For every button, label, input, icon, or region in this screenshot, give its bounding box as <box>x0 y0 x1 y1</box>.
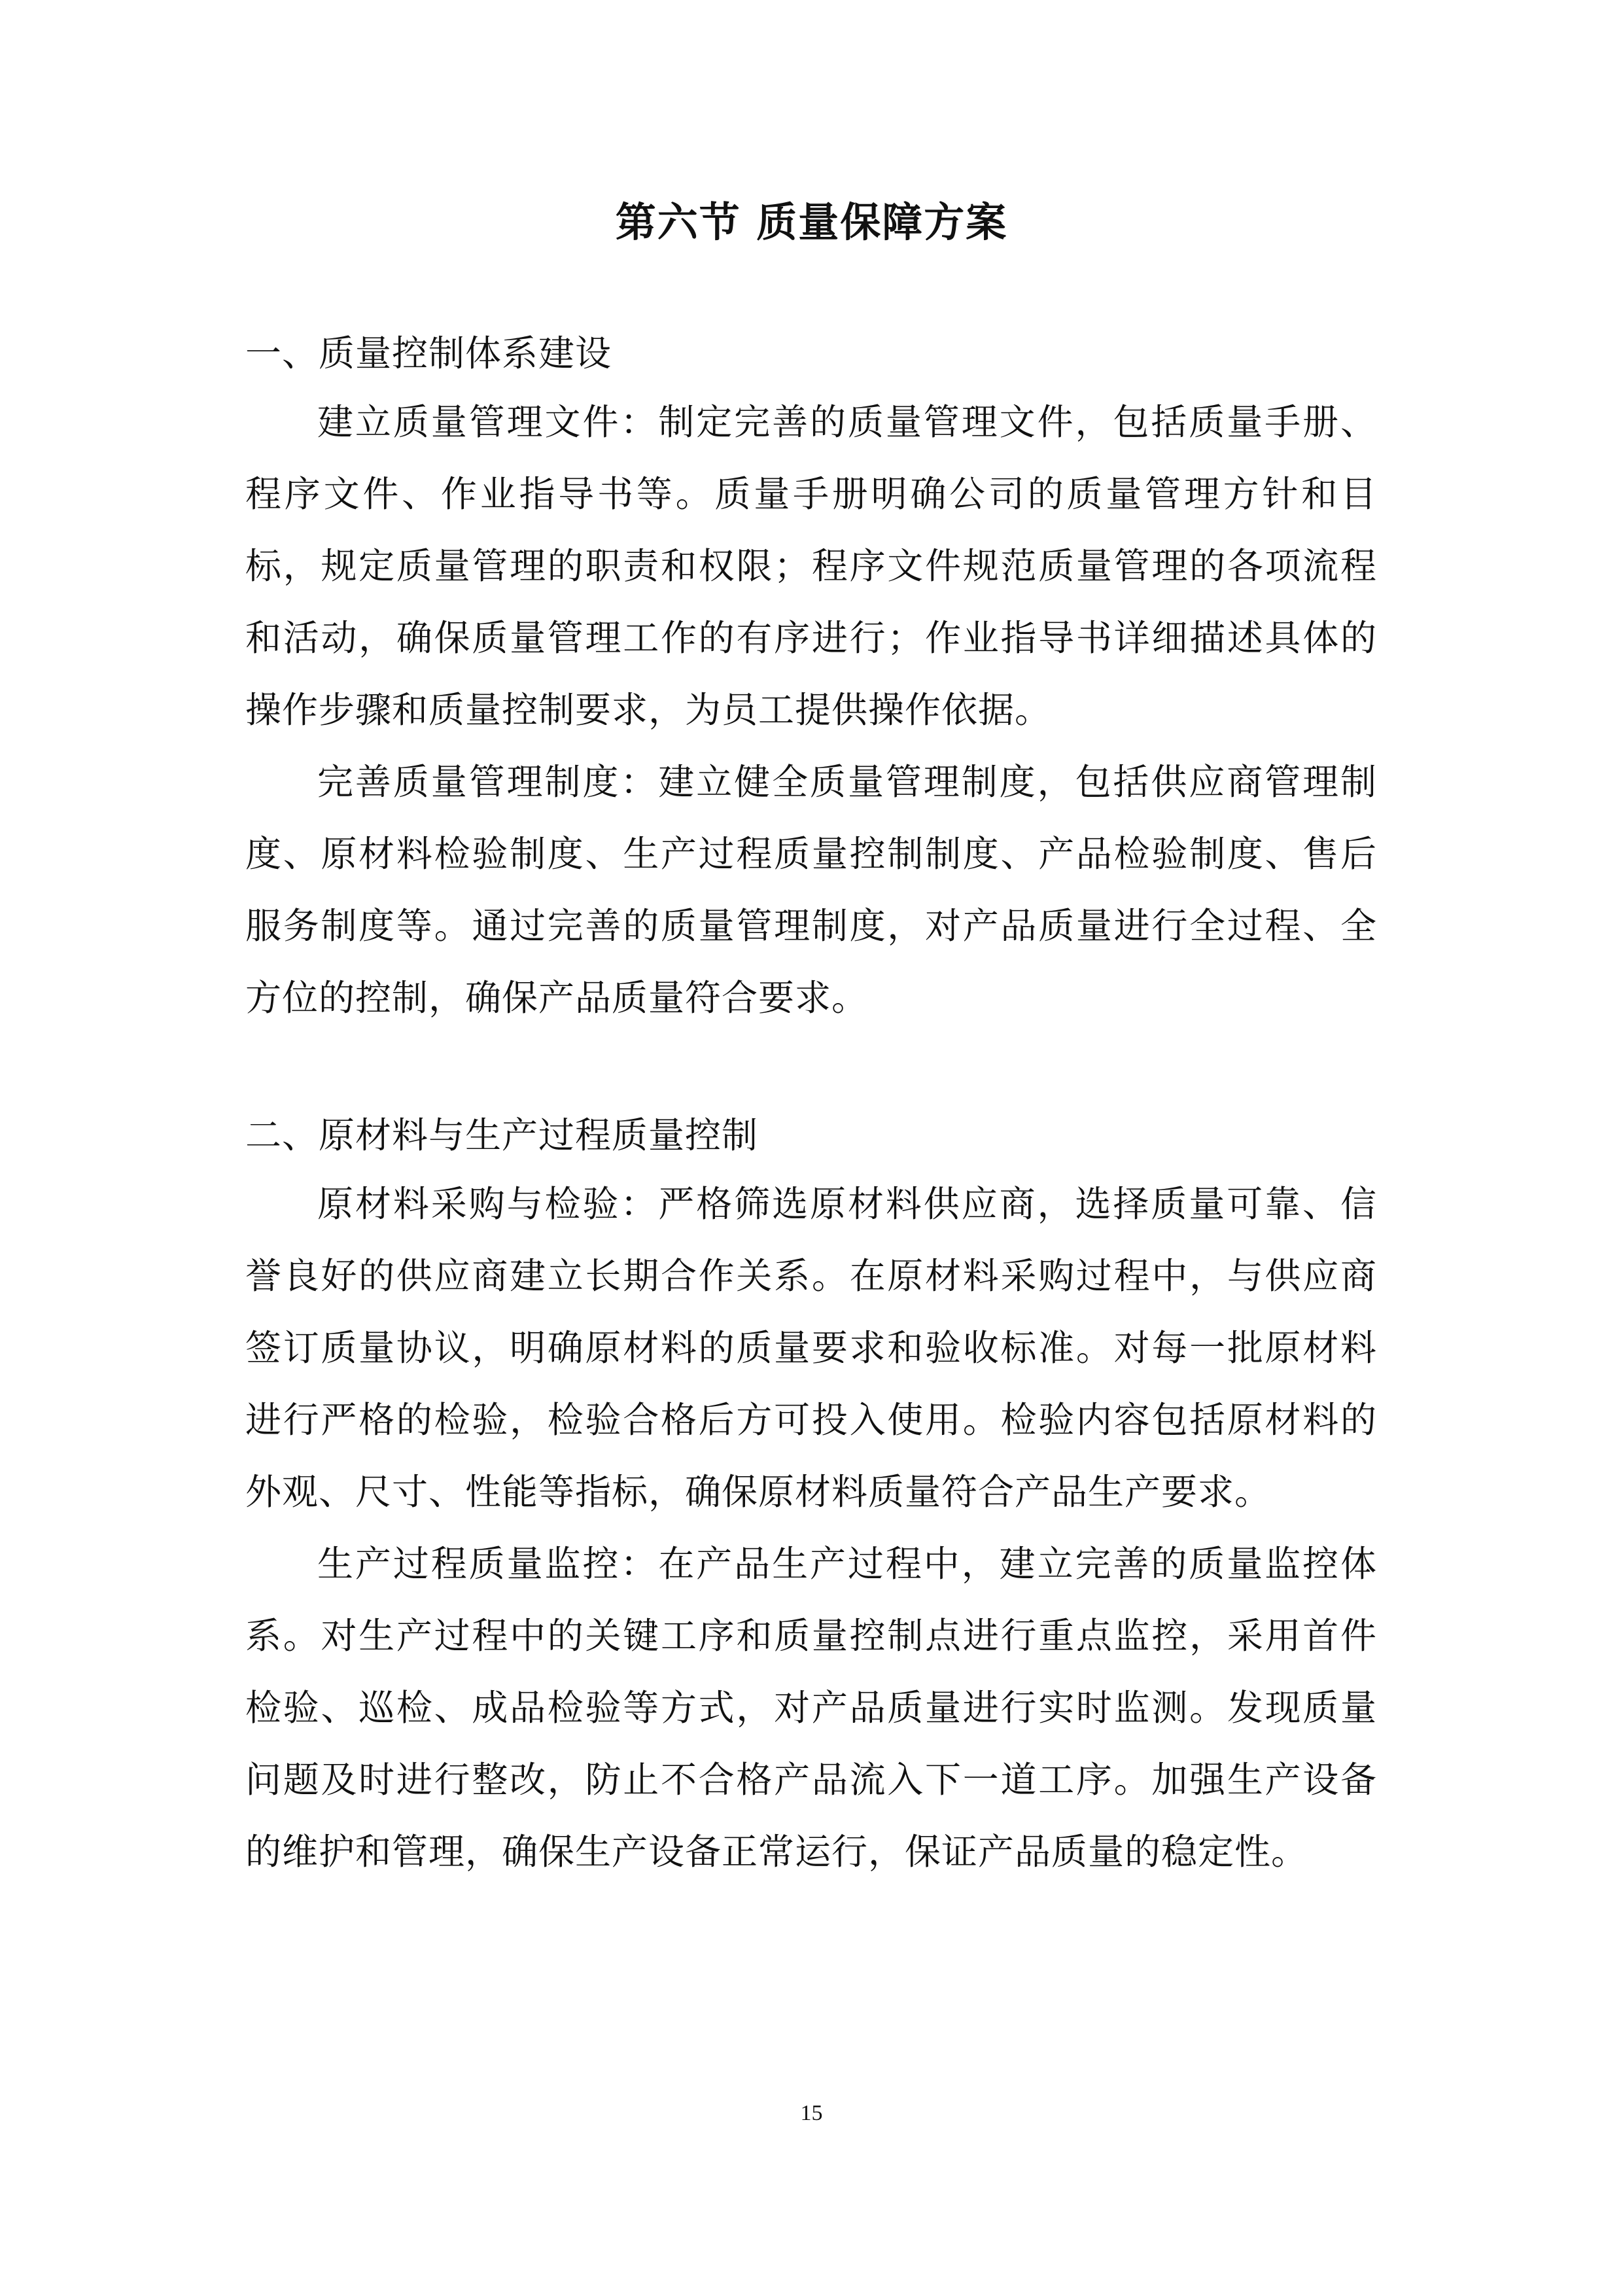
page-title: 第六节 质量保障方案 <box>615 198 1008 246</box>
page-number: 15 <box>800 2101 823 2125</box>
paragraph-1-2: 完善质量管理制度：建立健全质量管理制度，包括供应商管理制度、原材料检验制度、生产过程质量控制制度、产品检验制度、售后服务制度等。通过完善的质量管理制度，对产品质量进行全过程、全方位的控制，确保产品质量符合要求。 <box>245 761 1377 1019</box>
paragraph-1-1: 建立质量管理文件：制定完善的质量管理文件，包括质量手册、程序文件、作业指导书等。质量手册明确公司的质量管理方针和目标，规定质量管理的职责和权限；程序文件规范质量管理的各项流程和活动，确保质量管理工作的有序进行；作业指导书详细描述具体的操作步骤和质量控制要求，为员工提供操作依据。 <box>245 401 1377 731</box>
section-heading-1: 一、质量控制体系建设 <box>245 332 612 374</box>
paragraph-2-2: 生产过程质量监控：在产品生产过程中，建立完善的质量监控体系。对生产过程中的关键工序和质量控制点进行重点监控，采用首件检验、巡检、成品检验等方式，对产品质量进行实时监测。发现质量问题及时进行整改，防止不合格产品流入下一道工序。加强生产设备的维护和管理，确保生产设备正常运行，保证产品质量的稳定性。 <box>245 1543 1377 1873</box>
section-heading-2: 二、原材料与生产过程质量控制 <box>245 1114 759 1156</box>
paragraph-2-1: 原材料采购与检验：严格筛选原材料供应商，选择质量可靠、信誉良好的供应商建立长期合作关系。在原材料采购过程中，与供应商签订质量协议，明确原材料的质量要求和验收标准。对每一批原材料进行严格的检验，检验合格后方可投入使用。检验内容包括原材料的外观、尺寸、性能等指标，确保原材料质量符合产品生产要求。 <box>245 1183 1377 1513</box>
